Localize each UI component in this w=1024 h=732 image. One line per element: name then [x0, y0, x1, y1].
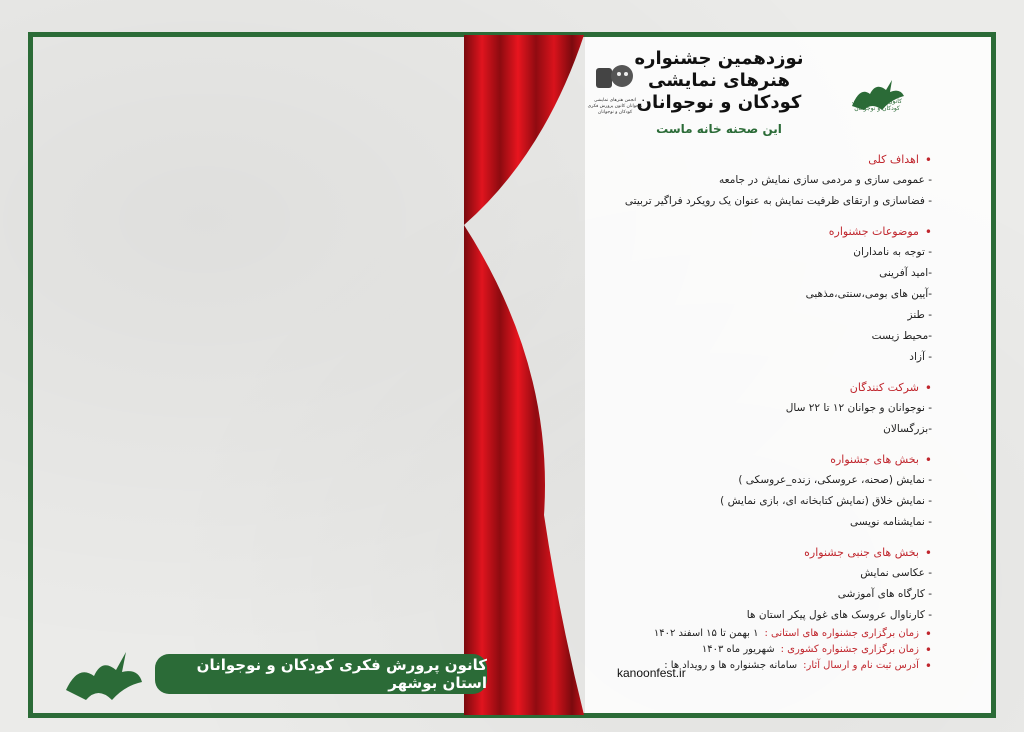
date-label: زمان برگزاری جشنواره کشوری :	[780, 644, 919, 655]
bullet-icon: •	[924, 643, 932, 657]
title-line-1: نوزدهمین جشنواره	[634, 48, 804, 69]
list-item: - کارناوال عروسک های غول پیکر استان ها	[746, 609, 932, 621]
list-item: - نمایشنامه نویسی	[850, 516, 932, 528]
bullet-icon: •	[924, 153, 932, 167]
title-line-3: کودکان و نوجوانان	[636, 92, 802, 113]
section-heading-text: بخش های جنبی جشنواره	[804, 546, 919, 559]
date-row	[552, 658, 932, 674]
date-row	[552, 626, 932, 642]
bullet-icon: •	[924, 225, 932, 239]
list-item: - کارگاه های آموزشی	[837, 588, 932, 600]
list-item: -امید آفرینی	[879, 267, 932, 279]
list-item: -آیین های بومی،سنتی،مذهبی	[805, 288, 932, 300]
section-heading	[572, 222, 932, 242]
section-heading-text: شرکت کنندگان	[849, 381, 919, 394]
date-value: سامانه جشنواره ها و رویداد ها :	[664, 660, 798, 671]
province-banner: کانون پرورش فکری کودکان و نوجوانان استان بوشهر	[155, 654, 487, 694]
dates-list	[552, 626, 932, 674]
date-label: زمان برگزاری جشنواره های استانی :	[764, 628, 919, 639]
slogan: این صحنه خانه ماست	[656, 122, 782, 136]
section-heading-text: بخش های جشنواره	[830, 453, 919, 466]
date-row	[552, 642, 932, 658]
bullet-icon: •	[924, 453, 932, 467]
bullet-icon: •	[924, 381, 932, 395]
theater-logo-caption: انجمن هنرهای نمایشی نوجوانان کانون پرورش فکری کودکان و نوجوانان	[587, 98, 643, 115]
kanoon-logo-caption: کانون پرورش فکری کودکان و نوجوانان	[852, 98, 902, 112]
section-heading-text: موضوعات جشنواره	[828, 225, 919, 238]
date-value: ۱ بهمن تا ۱۵ اسفند ۱۴۰۲	[653, 628, 759, 639]
list-item: - نمایش (صحنه، عروسکی، زنده_عروسکی )	[738, 474, 932, 486]
title-line-2: هنرهای نمایشی	[648, 70, 790, 91]
sections-list	[572, 150, 932, 636]
section-heading	[572, 378, 932, 398]
list-item: - عمومی سازی و مردمی سازی نمایش در جامعه	[719, 174, 932, 186]
list-item: - توجه به نامداران	[853, 246, 932, 258]
section-heading	[572, 543, 932, 563]
bullet-icon: •	[924, 659, 932, 673]
list-item: - فضاسازی و ارتقای ظرفیت نمایش به عنوان یک رویکرد فراگیر تربیتی	[624, 195, 932, 207]
bullet-icon: •	[924, 627, 932, 641]
section-heading-text: اهداف کلی	[868, 153, 919, 166]
list-item: - عکاسی نمایش	[860, 567, 932, 579]
list-item: - آزاد	[909, 351, 932, 363]
kanoon-bird-logo-icon	[846, 66, 910, 126]
kanoon-bird-logo-icon	[62, 646, 146, 704]
section-spacer	[572, 212, 932, 222]
date-value: شهریور ماه ۱۴۰۳	[701, 644, 775, 655]
theater-masks-logo-icon	[592, 62, 636, 94]
bullet-icon: •	[924, 546, 932, 560]
list-item: - طنز	[907, 309, 932, 321]
section-heading	[572, 450, 932, 470]
festival-url-link[interactable]: kanoonfest.ir	[617, 666, 686, 680]
section-spacer	[572, 440, 932, 450]
section-heading	[572, 150, 932, 170]
section-spacer	[572, 533, 932, 543]
list-item: -بزرگسالان	[883, 423, 932, 435]
date-label: آدرس ثبت نام و ارسال آثار:	[803, 660, 919, 671]
list-item: - نوجوانان و جوانان ۱۲ تا ۲۲ سال	[785, 402, 932, 414]
list-item: -محیط زیست	[871, 330, 932, 342]
section-spacer	[572, 368, 932, 378]
list-item: - نمایش خلاق (نمایش کتابخانه ای، بازی نمایش )	[720, 495, 932, 507]
